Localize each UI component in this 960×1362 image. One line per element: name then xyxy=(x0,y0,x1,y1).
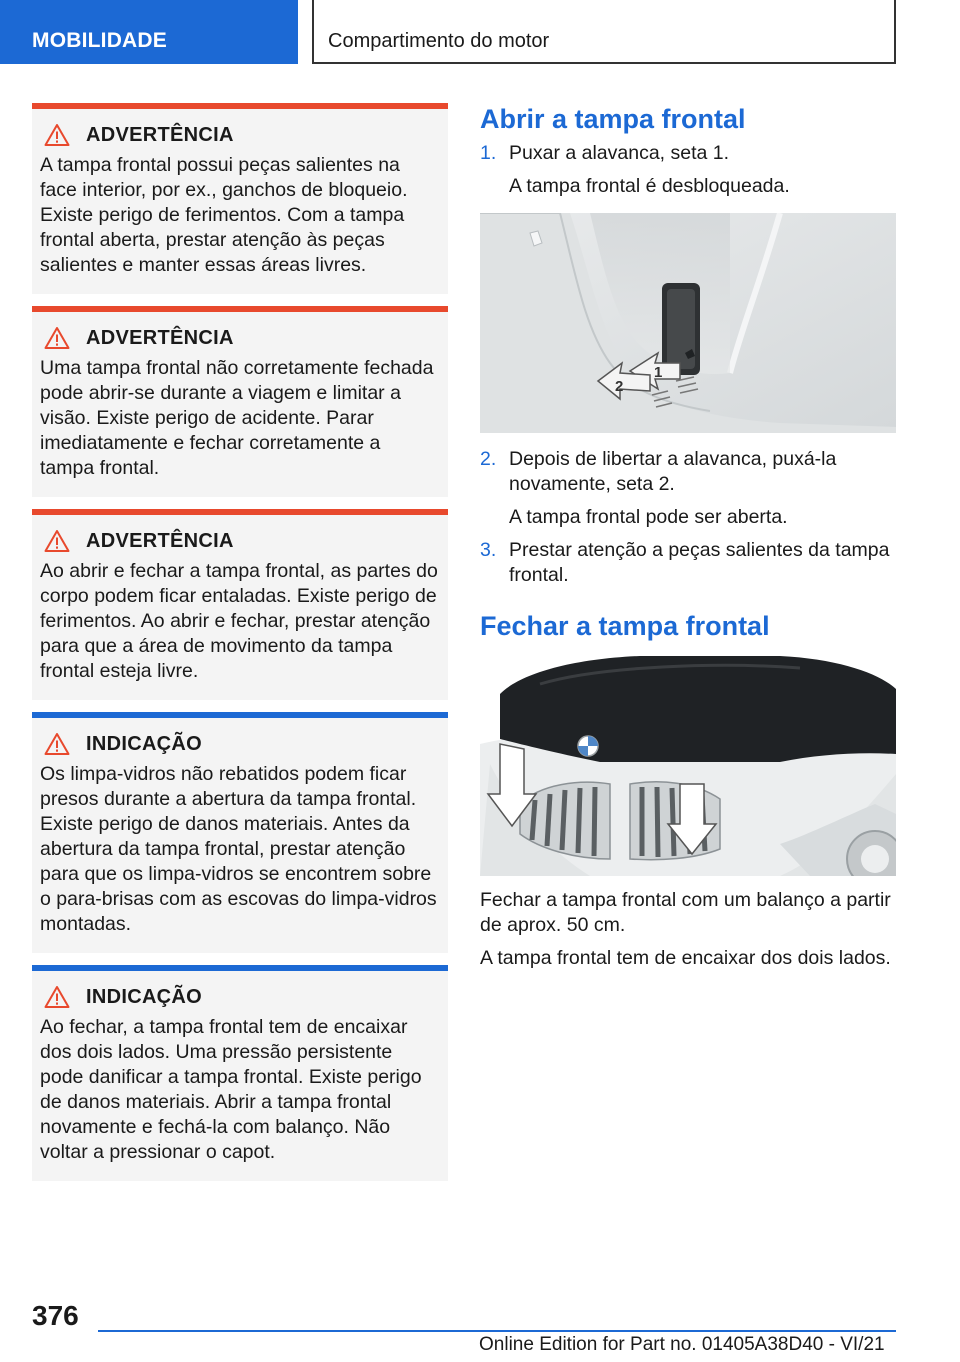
warning-notice xyxy=(32,306,448,497)
closing-hood-image xyxy=(480,654,896,876)
notices-column xyxy=(32,103,448,1193)
edition-label: Online Edition for Part no. 01405A38D40 - VI/21 xyxy=(479,1334,885,1355)
notice-text: Ao fechar, a tampa frontal tem de encaixar dos dois lados. Uma pressão persistente pode danificar a tampa frontal. Existe perigo de danos materiais. Abrir a tampa frontal novamente e fechá-la com balanço. Não voltar a pressionar o capot. xyxy=(40,1016,422,1163)
warning-triangle-icon xyxy=(44,732,70,756)
footer-rule xyxy=(98,1330,896,1332)
step-number: 2. xyxy=(480,448,497,470)
arrow-label-2: 2 xyxy=(615,378,624,395)
notice-text: A tampa frontal possui peças salientes na face interior, por ex., ganchos de bloqueio. Existe perigo de ferimentos. Com a tampa frontal aberta, prestar atenção às peças salientes e manter essas áreas livres. xyxy=(40,154,408,276)
step-3 xyxy=(480,538,896,588)
close-paragraph-2: A tampa frontal tem de encaixar dos dois lados. xyxy=(480,947,891,969)
page-header xyxy=(0,0,960,66)
notice-text: Uma tampa frontal não corretamente fechada pode abrir-se durante a viagem e limitar a visão. Existe perigo de acidente. Parar imediatamente e fechar corretamente a tampa frontal. xyxy=(40,357,434,479)
instructions-column xyxy=(480,103,896,971)
hood-release-lever-image xyxy=(480,213,896,433)
info-notice xyxy=(32,965,448,1181)
notice-title: ADVERTÊNCIA xyxy=(86,326,234,349)
step-number: 1. xyxy=(480,142,497,164)
step-text: Depois de libertar a alavanca, puxá-la novamente, seta 2. xyxy=(509,448,837,495)
close-paragraph-1: Fechar a tampa frontal com um balanço a partir de aprox. 50 cm. xyxy=(480,889,891,936)
warning-notice xyxy=(32,103,448,294)
close-hood-heading: Fechar a tampa frontal xyxy=(480,611,770,641)
warning-triangle-icon xyxy=(44,326,70,350)
chapter-title: Compartimento do motor xyxy=(312,0,896,64)
info-notice xyxy=(32,712,448,953)
page-number: 376 xyxy=(32,1300,79,1331)
notice-text: Os limpa-vidros não rebatidos podem ficar presos durante a abertura da tampa frontal. Existe perigo de danos materiais. Antes da abertura da tampa frontal, prestar atenção para que os limpa-vidros se encontrem sobre o para-brisas com as escovas do limpa-vidros montadas. xyxy=(40,763,437,935)
warning-triangle-icon xyxy=(44,529,70,553)
notice-title: ADVERTÊNCIA xyxy=(86,123,234,146)
step-text: Puxar a alavanca, seta 1. xyxy=(509,142,730,164)
step-1 xyxy=(480,141,896,166)
warning-triangle-icon xyxy=(44,123,70,147)
section-tab: MOBILIDADE xyxy=(0,0,298,64)
step-result: A tampa frontal pode ser aberta. xyxy=(509,506,788,528)
arrow-label-1: 1 xyxy=(654,364,663,381)
notice-title: INDICAÇÃO xyxy=(86,732,203,755)
notice-title: INDICAÇÃO xyxy=(86,985,203,1008)
step-2 xyxy=(480,447,896,497)
step-number: 3. xyxy=(480,539,497,561)
step-text: Prestar atenção a peças salientes da tampa frontal. xyxy=(509,539,890,586)
notice-title: ADVERTÊNCIA xyxy=(86,529,234,552)
notice-text: Ao abrir e fechar a tampa frontal, as partes do corpo podem ficar entaladas. Existe perigo de ferimentos. Ao abrir e fechar, prestar atenção para que a área de movimento da tampa frontal esteja livre. xyxy=(40,560,438,682)
warning-triangle-icon xyxy=(44,985,70,1009)
warning-notice xyxy=(32,509,448,700)
open-hood-heading: Abrir a tampa frontal xyxy=(480,104,746,134)
step-result: A tampa frontal é desbloqueada. xyxy=(509,175,790,197)
